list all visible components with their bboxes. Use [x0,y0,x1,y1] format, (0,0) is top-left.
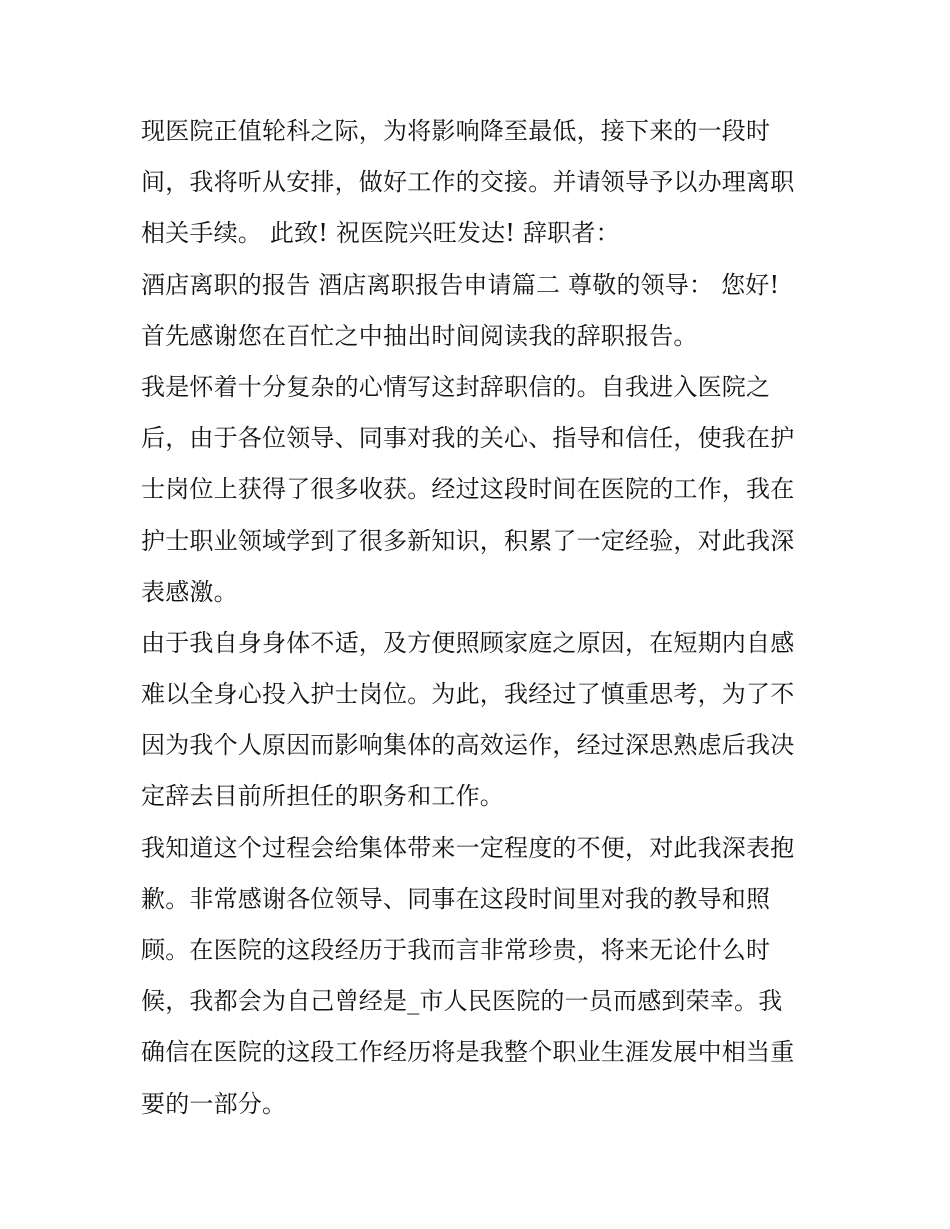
text-line: 确信在医院的这段工作经历将是我整个职业生涯发展中相当重 [141,1038,795,1067]
text-line: 相关手续。 此致! 祝医院兴旺发达! 辞职者： [141,219,620,248]
text-line: 定辞去目前所担任的职务和工作。 [141,782,504,811]
text-line: 我知道这个过程会给集体带来一定程度的不便，对此我深表抱 [141,833,795,862]
text-line: 我是怀着十分复杂的心情写这封辞职信的。自我进入医院之 [141,372,771,401]
text-line: 歉。非常感谢各位领导、同事在这段时间里对我的教导和照 [141,884,771,913]
text-line: 后，由于各位领导、同事对我的关心、指导和信任，使我在护 [141,424,795,453]
text-line: 因为我个人原因而影响集体的高效运作，经过深思熟虑后我决 [141,731,795,760]
text-line: 难以全身心投入护士岗位。为此，我经过了慎重思考，为了不 [141,680,795,709]
text-line: 护士职业领域学到了很多新知识，积累了一定经验，对此我深 [141,526,795,555]
text-line: 酒店离职的报告 酒店离职报告申请篇二 尊敬的领导： 您好! [141,270,780,299]
text-line: 顾。在医院的这段经历于我而言非常珍贵，将来无论什么时 [141,936,771,964]
text-line: 由于我自身身体不适，及方便照顾家庭之原因，在短期内自感 [141,628,795,657]
text-line: 首先感谢您在百忙之中抽出时间阅读我的辞职报告。 [141,321,698,350]
document-body [141,106,821,1130]
text-line: 要的一部分。 [141,1089,287,1118]
text-line: 间，我将听从安排，做好工作的交接。并请领导予以办理离职 [141,168,795,197]
text-line: 现医院正值轮科之际，为将影响降至最低，接下来的一段时 [141,117,771,145]
text-line: 表感激。 [141,577,238,606]
text-line: 候，我都会为自己曾经是_市人民医院的一员而感到荣幸。我 [141,987,783,1016]
text-line: 士岗位上获得了很多收获。经过这段时间在医院的工作，我在 [141,475,795,504]
